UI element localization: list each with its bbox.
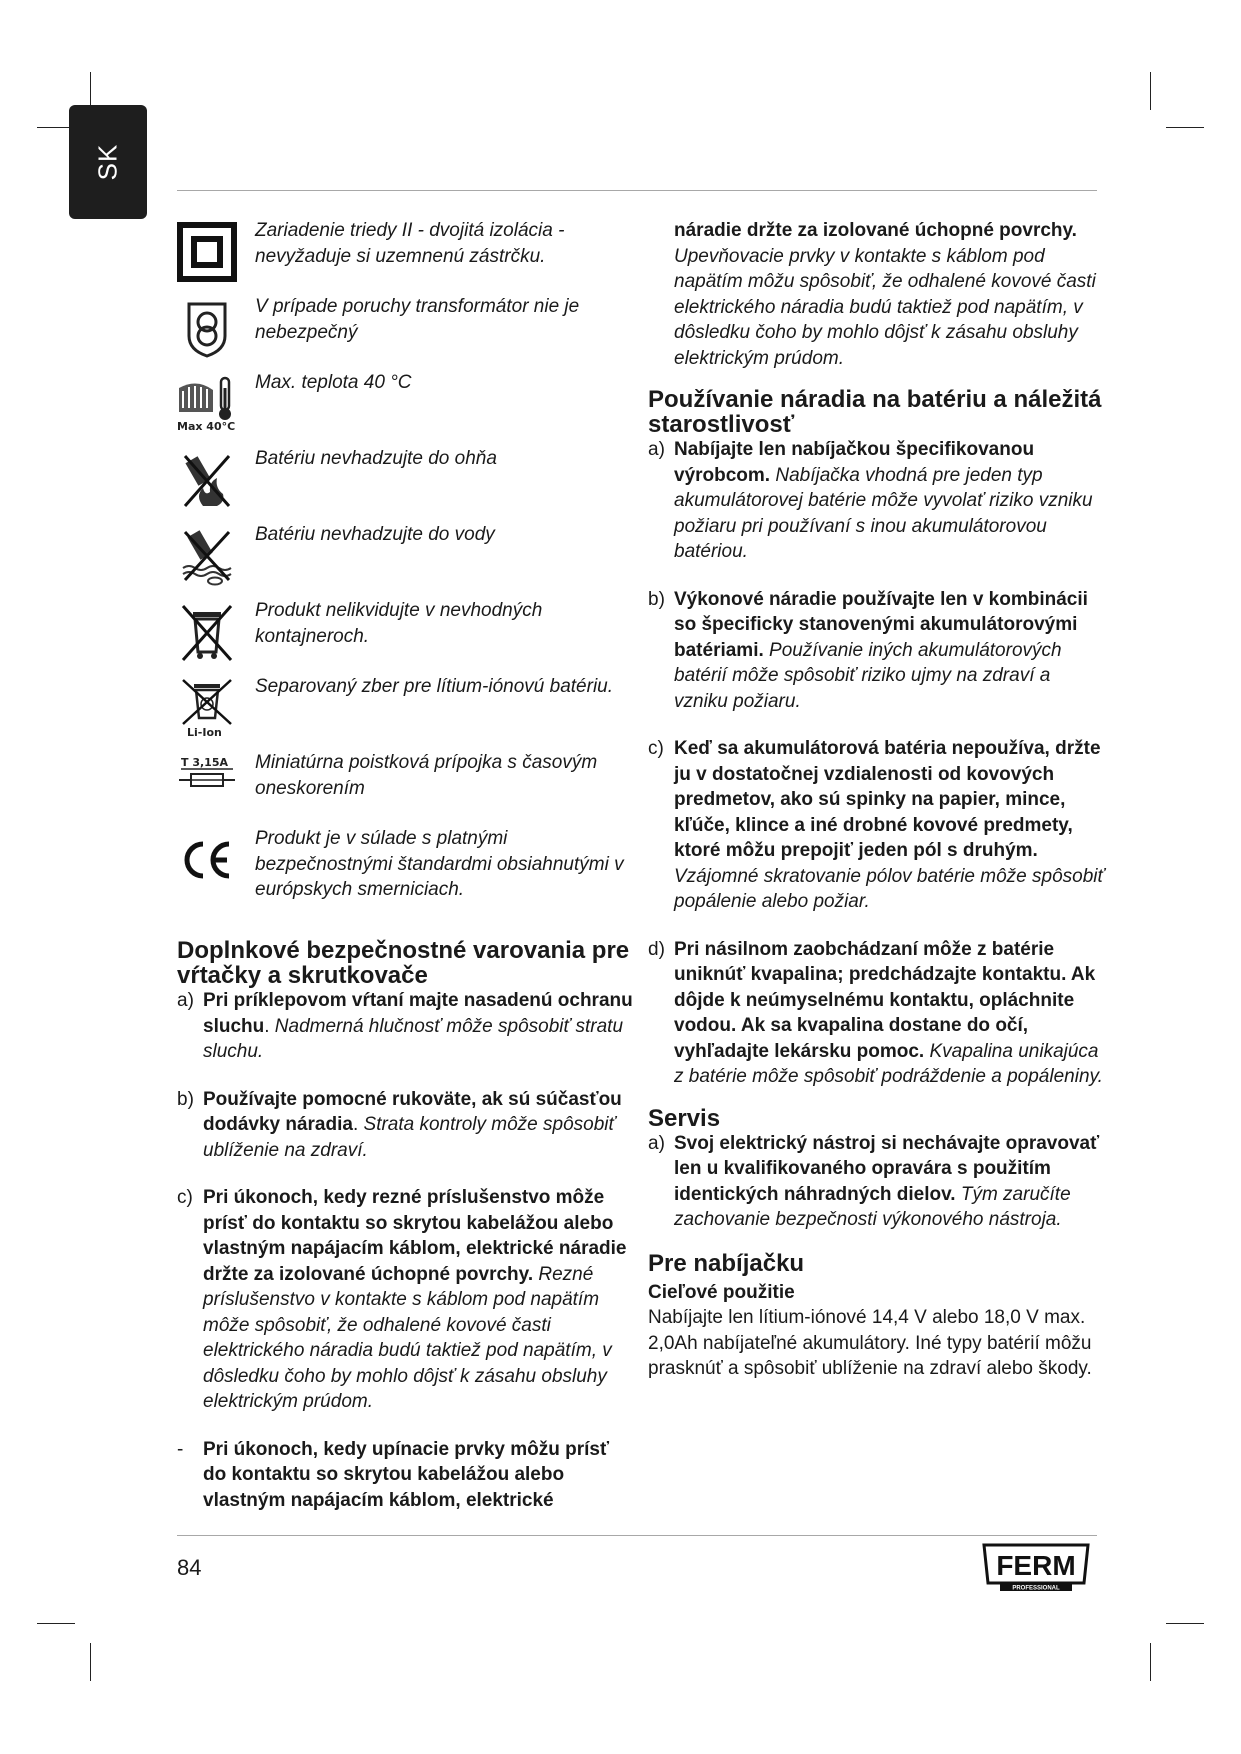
item-marker: a) <box>177 990 194 1011</box>
item-italic: Nabíjačka vhodná pre jeden typ akumulátorovej batérie môže vyvolať riziko vzniku požiaru pri používaní s inou akumulátorovou batériou. <box>674 464 1093 562</box>
item-bold: Pri príklepovom vŕtaní majte nasadenú ochranu sluchu <box>203 990 633 1037</box>
max-temperature-icon <box>177 374 237 434</box>
safety-transformer-icon <box>177 298 237 358</box>
item-italic: Vzájomné skratovanie pólov batérie môže spôsobiť popálenie alebo požiar. <box>674 865 1105 912</box>
li-ion-label: Li-Ion <box>187 726 222 738</box>
footer-rule <box>177 1535 1097 1536</box>
symbol-row <box>177 826 637 926</box>
battery-item <box>648 437 1108 565</box>
no-fire-battery-icon <box>177 450 237 510</box>
symbol-text: Batériu nevhadzujte do vody <box>255 524 495 545</box>
header-rule <box>177 190 1097 191</box>
crop-mark <box>37 1623 75 1624</box>
symbol-row <box>177 218 637 294</box>
service-item <box>648 1131 1108 1233</box>
symbol-row <box>177 750 637 826</box>
item-bold: Pri násilnom zaobchádzaní môže z batérie uniknúť kvapalina; predchádzajte kontaktu. Ak dôjde k neúmyselnému kontaktu, opláchnite vodou. Ak sa kvapalina dostane do očí, vyhľadajte lekársku pomoc. <box>674 938 1096 1062</box>
charger-subheading: Cieľové použitie <box>648 1281 795 1303</box>
symbol-text: Batériu nevhadzujte do ohňa <box>255 448 497 469</box>
logo-text: FERM <box>996 1550 1076 1581</box>
item-italic: Tým zaručíte zachovanie bezpečnosti výkonového nástroja. <box>674 1183 1071 1230</box>
item-bold: Nabíjajte len nabíjačkou špecifikovanou výrobcom. <box>674 439 1035 486</box>
warning-item <box>177 1437 637 1514</box>
section-heading: Servis <box>648 1104 721 1132</box>
crop-mark <box>1150 1643 1151 1681</box>
section-heading: Používanie náradia na batériu a náležitá starostlivosť <box>648 386 1102 438</box>
warning-item <box>177 1185 637 1415</box>
language-tab <box>69 105 147 219</box>
item-plain: . <box>352 1114 364 1135</box>
symbol-text: Zariadenie triedy II - dvojitá izolácia - nevyžaduje si uzemnenú zástrčku. <box>255 220 565 267</box>
double-insulation-icon <box>177 222 237 282</box>
crop-mark <box>1150 72 1151 110</box>
ce-mark-icon <box>177 830 237 890</box>
item-marker: b) <box>648 588 665 610</box>
item-marker: c) <box>177 1187 193 1208</box>
symbol-text: Miniatúrna poistková prípojka s časovým oneskorením <box>255 752 598 799</box>
symbol-text: Max. teplota 40 °C <box>255 372 412 393</box>
warning-item <box>177 1087 637 1164</box>
continuation-italic: Upevňovacie prvky v kontakte s káblom pod napätím môžu spôsobiť, že odhalené kovové časti elektrického náradia budú taktiež pod napätím, v dôsledku čoho by mohlo dôjsť k zásahu obsluhy elektrickým prúdom. <box>674 245 1096 369</box>
section-heading: Pre nabíjačku <box>648 1249 805 1277</box>
li-ion-recycling-icon <box>177 678 237 738</box>
symbol-row <box>177 598 637 674</box>
continuation-block <box>648 218 1108 371</box>
item-marker: c) <box>648 738 664 759</box>
item-bold: Pri úkonoch, kedy upínacie prvky môžu prísť do kontaktu so skrytou kabelážou alebo vlastným napájacím káblom, elektrické <box>203 1438 610 1511</box>
warning-item <box>177 988 637 1065</box>
crossed-bin-icon <box>177 602 237 662</box>
crop-mark <box>1166 127 1204 128</box>
item-marker: a) <box>648 1132 665 1154</box>
symbol-row <box>177 370 637 446</box>
crop-mark <box>1166 1623 1204 1624</box>
item-bold: Výkonové náradie používajte len v kombinácii so špecificky stanovenými akumulátorovými batériami. <box>674 588 1088 661</box>
item-marker: - <box>177 1438 184 1460</box>
battery-item <box>648 937 1108 1090</box>
crop-mark <box>90 1643 91 1681</box>
symbol-text: Separovaný zber pre lítium-iónovú batériu. <box>255 676 614 697</box>
symbol-text: Produkt je v súlade s platnými bezpečnostnými štandardmi obsiahnutými v európskych smerniciach. <box>255 828 624 900</box>
item-bold: Používajte pomocné rukoväte, ak sú súčasťou dodávky náradia <box>203 1088 622 1135</box>
battery-item <box>648 587 1108 715</box>
item-bold: Svoj elektrický nástroj si nechávajte opravovať len u kvalifikovaného opravára s použitím identických náhradných dielov. <box>674 1132 1100 1205</box>
symbol-text: Produkt nelikvidujte v nevhodných kontajneroch. <box>255 600 543 647</box>
item-italic: Kvapalina unikajúca z batérie môže spôsobiť podráždenie a popáleniny. <box>674 1040 1103 1087</box>
page-number: 84 <box>177 1555 202 1580</box>
logo-subtext: PROFESSIONAL <box>1012 1585 1060 1591</box>
charger-text: Nabíjajte len lítium-iónové 14,4 V alebo 18,0 V max. 2,0Ah nabíjateľné akumulátory. Iné typy batérií môžu prasknúť a spôsobiť ublíženie na zdraví alebo škody. <box>648 1307 1092 1379</box>
language-tab-label: SK <box>92 143 123 181</box>
symbol-row <box>177 294 637 370</box>
item-marker: d) <box>648 938 665 960</box>
section-heading: Doplnkové bezpečnostné varovania pre vŕtačky a skrutkovače <box>177 937 630 989</box>
item-bold: Pri úkonoch, kedy rezné príslušenstvo môže prísť do kontaktu so skrytou kabelážou alebo vlastným napájacím káblom, elektrické náradie držte za izolované úchopné povrchy. <box>203 1187 627 1285</box>
left-column <box>177 218 637 1513</box>
item-marker: a) <box>648 439 665 460</box>
item-italic: Nadmerná hlučnosť môže spôsobiť stratu sluchu. <box>203 1015 624 1062</box>
no-water-battery-icon <box>177 526 237 586</box>
item-italic: Strata kontroly môže spôsobiť ublíženie na zdraví. <box>203 1114 616 1161</box>
fuse-label: T 3,15A <box>181 756 228 769</box>
item-marker: b) <box>177 1088 194 1110</box>
right-column <box>648 218 1108 1382</box>
fuse-icon <box>177 754 237 814</box>
max-temperature-label: Max 40°C <box>177 420 236 433</box>
item-italic: Rezné príslušenstvo v kontakte s káblom pod napätím môže spôsobiť, že odhalené kovové časti elektrického náradia budú taktiež pod napätím, v dôsledku čoho by mohlo dôjsť k zásahu obsluhy elektrickým prúdom. <box>203 1263 612 1412</box>
item-italic: Používanie iných akumulátorových batérií môže spôsobiť riziko ujmy na zdraví a vzniku požiaru. <box>674 639 1062 712</box>
continuation-bold: náradie držte za izolované úchopné povrchy. <box>674 220 1077 241</box>
ferm-logo <box>980 1543 1092 1591</box>
item-bold: Keď sa akumulátorová batéria nepoužíva, držte ju v dostatočnej vzdialenosti od kovových predmetov, ako sú spinky na papier, mince, kľúče, klince a iné drobné kovové predmety, ktoré môžu prepojiť jeden pól s druhým. <box>674 738 1101 861</box>
symbol-text: V prípade poruchy transformátor nie je nebezpečný <box>255 296 580 343</box>
symbol-row <box>177 674 637 750</box>
symbol-row <box>177 446 637 522</box>
item-plain: . <box>264 1015 275 1037</box>
symbol-row <box>177 522 637 598</box>
battery-item <box>648 736 1108 915</box>
